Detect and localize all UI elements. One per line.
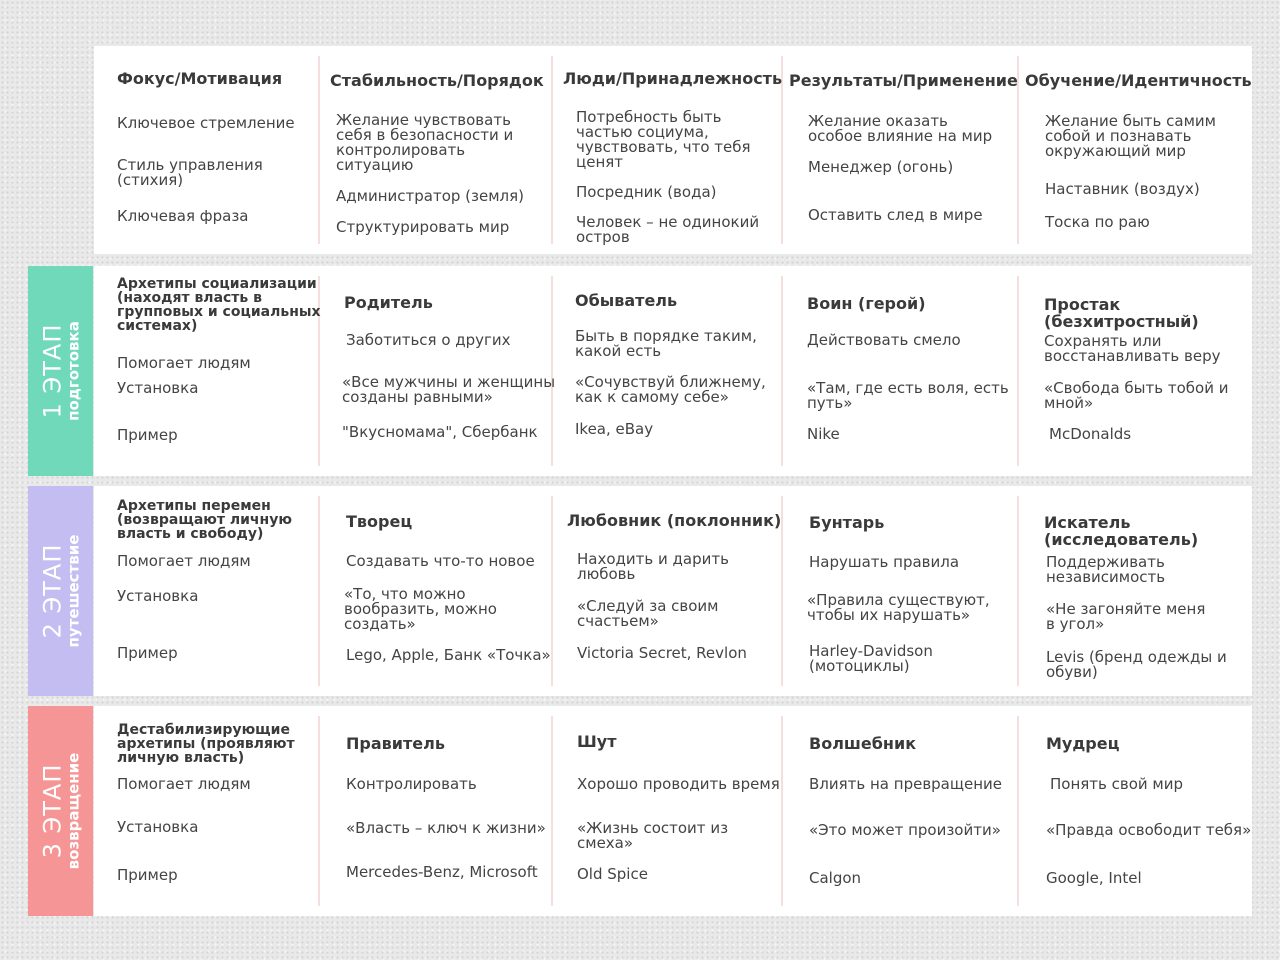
column-divider — [781, 496, 783, 686]
archetype-example: Victoria Secret, Revlon — [577, 644, 747, 662]
column-phrase-stability: Структурировать мир — [336, 218, 510, 236]
archetype-helps: Поддерживать независимость — [1046, 553, 1166, 586]
archetype-helps: Контролировать — [346, 775, 477, 793]
archetype-helps: Нарушать правила — [809, 553, 960, 571]
column-phrase-people: Человек – не одинокий остров — [576, 213, 760, 246]
archetype-motto: «Сочувствуй ближнему, как к самому себе» — [575, 373, 766, 406]
archetype-example: Levis (бренд одежды и обуви) — [1046, 648, 1227, 681]
column-title-stability: Стабильность/Порядок — [330, 71, 544, 90]
archetype-motto: «Следуй за своим счастьем» — [577, 597, 719, 630]
column-aspiration-stability: Желание чувствовать себя в безопасности и контролировать ситуацию — [336, 111, 514, 174]
column-divider — [551, 716, 553, 906]
stage-1-label-motto: Установка — [117, 379, 199, 397]
archetype-motto: «Не загоняйте меня в угол» — [1046, 600, 1206, 633]
archetype-motto: «Это может произойти» — [809, 821, 1001, 839]
column-divider — [551, 56, 553, 244]
stage-1-label-example: Пример — [117, 426, 178, 444]
stage-1-label-helps: Помогает людям — [117, 354, 251, 372]
archetype-motto: «То, что можно вообразить, можно создать» — [344, 585, 497, 633]
archetype-helps: Находить и дарить любовь — [577, 550, 729, 583]
archetype-helps: Действовать смело — [807, 331, 961, 349]
archetype-example: Harley-Davidson (мотоциклы) — [809, 642, 933, 675]
archetype-motto: «Там, где есть воля, есть путь» — [807, 379, 1009, 412]
column-divider — [318, 56, 320, 244]
column-divider — [318, 716, 320, 906]
column-style-learning: Наставник (воздух) — [1045, 180, 1200, 198]
archetype-name: Правитель — [346, 734, 445, 753]
stage-1-subtitle: подготовка — [64, 321, 82, 421]
column-divider — [551, 276, 553, 466]
archetype-name: Родитель — [344, 293, 433, 312]
column-divider — [318, 496, 320, 686]
archetype-example: Mercedes-Benz, Microsoft — [346, 863, 538, 881]
column-title-learning: Обучение/Идентичность — [1025, 71, 1252, 90]
archetype-example: Google, Intel — [1046, 869, 1142, 887]
archetype-name: Искатель (исследователь) — [1044, 513, 1199, 549]
column-divider — [1017, 496, 1019, 686]
stage-3-label-helps: Помогает людям — [117, 775, 251, 793]
archetype-name: Творец — [346, 512, 413, 531]
archetype-name: Бунтарь — [809, 513, 885, 532]
stage-2-badge — [28, 486, 93, 696]
archetype-example: McDonalds — [1049, 425, 1132, 443]
column-divider — [781, 716, 783, 906]
archetype-name: Любовник (поклонник) — [567, 511, 782, 530]
column-divider — [1017, 276, 1019, 466]
archetype-example: Ikea, eBay — [575, 420, 654, 438]
column-divider — [1017, 716, 1019, 906]
column-divider — [551, 496, 553, 686]
archetype-motto: «Все мужчины и женщины созданы равными» — [342, 373, 556, 406]
stage-2-title: 2 ЭТАП — [38, 543, 66, 639]
archetype-motto: «Свобода быть тобой и мной» — [1044, 379, 1229, 412]
archetype-name: Простак (безхитростный) — [1044, 295, 1199, 331]
column-divider — [781, 276, 783, 466]
stage-1-title: 1 ЭТАП — [38, 323, 66, 419]
stage-2-label-helps: Помогает людям — [117, 552, 251, 570]
archetype-helps: Понять свой мир — [1050, 775, 1184, 793]
stage-2-label-example: Пример — [117, 644, 178, 662]
archetype-motto: «Правда освободит тебя» — [1046, 821, 1252, 839]
archetype-example: Lego, Apple, Банк «Точка» — [346, 646, 551, 664]
column-aspiration-learning: Желание быть самим собой и познавать окружающий мир — [1045, 112, 1216, 160]
archetype-example: Nike — [807, 425, 840, 443]
archetype-name: Воин (герой) — [807, 294, 926, 313]
stage-3-badge — [28, 706, 93, 916]
archetype-name: Волшебник — [809, 734, 917, 753]
stage-3-title: 3 ЭТАП — [38, 763, 66, 859]
header-label-aspiration: Ключевое стремление — [117, 114, 295, 132]
archetype-helps: Создавать что-то новое — [346, 552, 535, 570]
archetype-motto: «Власть – ключ к жизни» — [346, 819, 546, 837]
archetype-motto: «Жизнь состоит из смеха» — [577, 819, 729, 852]
header-label-phrase: Ключевая фраза — [117, 207, 249, 225]
stage-3-label-motto: Установка — [117, 818, 199, 836]
stage-1-group-title: Архетипы социализации (находят власть в групповых и социальных системах) — [117, 276, 321, 334]
stage-3-subtitle: возвращение — [64, 752, 82, 870]
archetype-helps: Быть в порядке таким, какой есть — [575, 327, 757, 360]
column-style-stability: Администратор (земля) — [336, 187, 524, 205]
header-label-style: Стиль управления (стихия) — [117, 156, 263, 189]
stage-2-group-title: Архетипы перемен (возвращают личную власть и свободу) — [117, 498, 292, 542]
column-aspiration-results: Желание оказать особое влияние на мир — [808, 112, 993, 145]
column-style-people: Посредник (вода) — [576, 183, 717, 201]
column-title-results: Результаты/Применение — [789, 71, 1018, 90]
archetype-name: Шут — [577, 732, 617, 751]
archetype-helps: Заботиться о других — [346, 331, 511, 349]
archetype-example: "Вкусномама", Сбербанк — [342, 423, 538, 441]
column-phrase-results: Оставить след в мире — [808, 206, 983, 224]
archetype-name: Обыватель — [575, 291, 678, 310]
archetype-helps: Влиять на превращение — [809, 775, 1003, 793]
archetype-helps: Сохранять или восстанавливать веру — [1044, 332, 1221, 365]
stage-1-badge — [28, 266, 93, 476]
stage-3-group-title: Дестабилизирующие архетипы (проявляют личную власть) — [117, 722, 295, 766]
archetype-example: Old Spice — [577, 865, 648, 883]
archetype-example: Calgon — [809, 869, 862, 887]
column-style-results: Менеджер (огонь) — [808, 158, 954, 176]
column-aspiration-people: Потребность быть частью социума, чувствовать, что тебя ценят — [576, 108, 751, 171]
stage-2-subtitle: путешествие — [64, 534, 82, 648]
header-label-focus: Фокус/Мотивация — [117, 69, 283, 88]
column-title-people: Люди/Принадлежность — [563, 69, 783, 88]
archetype-motto: «Правила существуют, чтобы их нарушать» — [807, 591, 990, 624]
stage-2-label-motto: Установка — [117, 587, 199, 605]
archetype-helps: Хорошо проводить время — [577, 775, 780, 793]
column-phrase-learning: Тоска по раю — [1045, 213, 1150, 231]
archetype-name: Мудрец — [1046, 734, 1120, 753]
stage-3-label-example: Пример — [117, 866, 178, 884]
